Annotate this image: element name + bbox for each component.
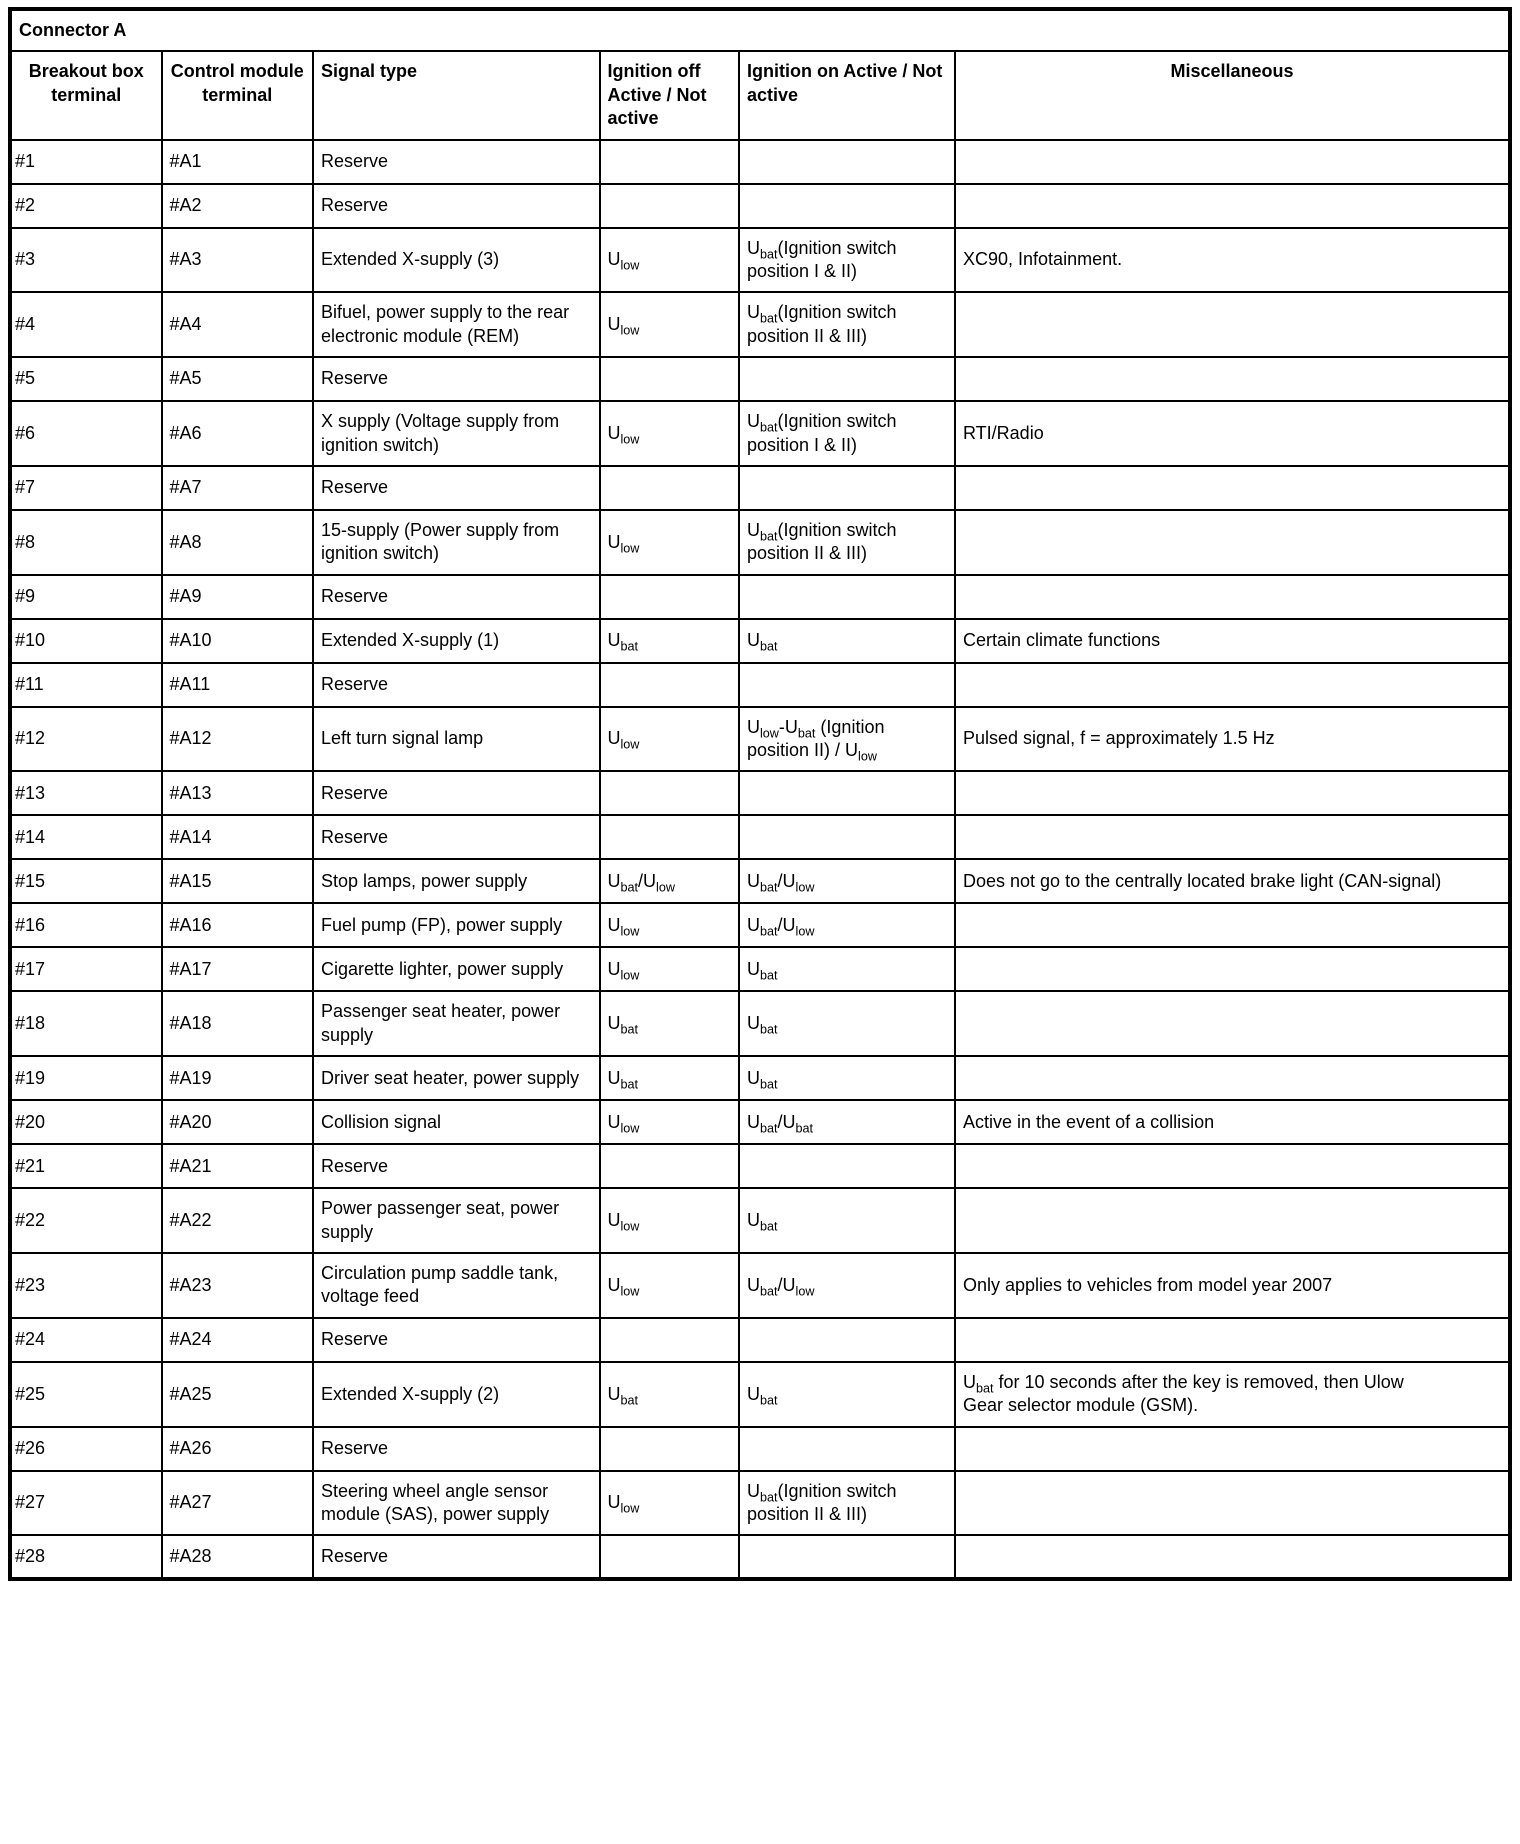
- cell-miscellaneous: [955, 1535, 1510, 1579]
- table-row: [10, 619, 1510, 663]
- cell-ignition-on: [739, 1318, 955, 1362]
- cell-breakout-box-terminal: #25: [10, 1362, 162, 1427]
- cell-signal-type: Extended X-supply (2): [313, 1362, 600, 1427]
- table-row: [10, 903, 1510, 947]
- cell-miscellaneous: [955, 947, 1510, 991]
- cell-signal-type: Extended X-supply (3): [313, 228, 600, 293]
- cell-signal-type: Reserve: [313, 357, 600, 401]
- cell-ignition-off: $U_{bat}$: [600, 619, 740, 663]
- cell-breakout-box-terminal: #16: [10, 903, 162, 947]
- cell-ignition-off: $U_{low}$: [600, 401, 740, 466]
- cell-ignition-on: [739, 1144, 955, 1188]
- cell-ignition-off: [600, 184, 740, 228]
- cell-signal-type: Steering wheel angle sensor module (SAS), power supply: [313, 1471, 600, 1536]
- cell-ignition-on: [739, 184, 955, 228]
- cell-signal-type: 15-supply (Power supply from ignition switch): [313, 510, 600, 575]
- table-row: [10, 663, 1510, 707]
- column-header-miscellaneous: Miscellaneous: [955, 51, 1510, 139]
- cell-ignition-off: [600, 815, 740, 859]
- table-header-row: [10, 51, 1510, 139]
- cell-ignition-off: $U_{low}$: [600, 510, 740, 575]
- cell-control-module-terminal: #A20: [162, 1100, 314, 1144]
- cell-signal-type: Reserve: [313, 184, 600, 228]
- column-header-control-module-terminal: Control module terminal: [162, 51, 314, 139]
- cell-ignition-on: [739, 466, 955, 510]
- table-row: [10, 1144, 1510, 1188]
- table-row: [10, 1253, 1510, 1318]
- cell-miscellaneous: RTI/Radio: [955, 401, 1510, 466]
- cell-ignition-on: $U_{bat}$: [739, 1188, 955, 1253]
- cell-control-module-terminal: #A22: [162, 1188, 314, 1253]
- cell-signal-type: Driver seat heater, power supply: [313, 1056, 600, 1100]
- cell-control-module-terminal: #A15: [162, 859, 314, 903]
- cell-ignition-off: $U_{low}$: [600, 903, 740, 947]
- cell-miscellaneous: XC90, Infotainment.: [955, 228, 1510, 293]
- cell-miscellaneous: [955, 292, 1510, 357]
- cell-control-module-terminal: #A8: [162, 510, 314, 575]
- cell-ignition-off: $U_{bat}$: [600, 1056, 740, 1100]
- cell-ignition-off: $U_{low}$: [600, 947, 740, 991]
- table-row: [10, 1318, 1510, 1362]
- cell-ignition-on: $U_{bat}/U_{low}$: [739, 859, 955, 903]
- table-title: Connector A: [10, 9, 1510, 51]
- cell-ignition-on: [739, 357, 955, 401]
- cell-ignition-off: $U_{low}$: [600, 1188, 740, 1253]
- cell-ignition-on: $U_{bat}$: [739, 1362, 955, 1427]
- cell-control-module-terminal: #A28: [162, 1535, 314, 1579]
- cell-breakout-box-terminal: #20: [10, 1100, 162, 1144]
- column-header-ignition-off: Ignition off Active / Not active: [600, 51, 740, 139]
- cell-ignition-on: $U_{bat}(Ignition$ switch position II & III): [739, 1471, 955, 1536]
- table-row: [10, 292, 1510, 357]
- cell-signal-type: Stop lamps, power supply: [313, 859, 600, 903]
- cell-breakout-box-terminal: #26: [10, 1427, 162, 1471]
- cell-control-module-terminal: #A11: [162, 663, 314, 707]
- cell-control-module-terminal: #A5: [162, 357, 314, 401]
- cell-ignition-off: $U_{bat}$: [600, 991, 740, 1056]
- cell-ignition-on: [739, 771, 955, 815]
- cell-ignition-off: [600, 663, 740, 707]
- cell-ignition-on: $U_{bat}$: [739, 619, 955, 663]
- cell-breakout-box-terminal: #12: [10, 707, 162, 772]
- cell-breakout-box-terminal: #22: [10, 1188, 162, 1253]
- cell-ignition-on: $U_{bat}/U_{low}$: [739, 903, 955, 947]
- cell-signal-type: Power passenger seat, power supply: [313, 1188, 600, 1253]
- cell-ignition-on: $U_{bat}(Ignition$ switch position II & III): [739, 292, 955, 357]
- cell-miscellaneous: [955, 184, 1510, 228]
- column-header-signal-type: Signal type: [313, 51, 600, 139]
- cell-control-module-terminal: #A14: [162, 815, 314, 859]
- cell-ignition-on: $U_{bat}(Ignition$ switch position I & II): [739, 401, 955, 466]
- cell-breakout-box-terminal: #19: [10, 1056, 162, 1100]
- cell-miscellaneous: [955, 1188, 1510, 1253]
- cell-miscellaneous: Pulsed signal, f = approximately 1.5 Hz: [955, 707, 1510, 772]
- cell-control-module-terminal: #A4: [162, 292, 314, 357]
- table-row: [10, 228, 1510, 293]
- cell-signal-type: Reserve: [313, 140, 600, 184]
- cell-miscellaneous: [955, 663, 1510, 707]
- cell-ignition-off: [600, 140, 740, 184]
- table-row: [10, 510, 1510, 575]
- cell-breakout-box-terminal: #8: [10, 510, 162, 575]
- cell-ignition-on: $U_{low}-U_{bat}$ (Ignition position $II) / U_{low}$: [739, 707, 955, 772]
- cell-signal-type: Passenger seat heater, power supply: [313, 991, 600, 1056]
- cell-miscellaneous: [955, 991, 1510, 1056]
- cell-signal-type: Reserve: [313, 663, 600, 707]
- cell-control-module-terminal: #A13: [162, 771, 314, 815]
- table-row: [10, 815, 1510, 859]
- cell-ignition-off: [600, 1144, 740, 1188]
- cell-control-module-terminal: #A27: [162, 1471, 314, 1536]
- cell-ignition-on: [739, 1535, 955, 1579]
- cell-ignition-off: $U_{bat}/U_{low}$: [600, 859, 740, 903]
- cell-miscellaneous: [955, 140, 1510, 184]
- cell-control-module-terminal: #A18: [162, 991, 314, 1056]
- cell-miscellaneous: $U_{bat}$ for 10 seconds after the key is removed, then Ulow Gear selector module (GSM).: [955, 1362, 1510, 1427]
- cell-control-module-terminal: #A19: [162, 1056, 314, 1100]
- cell-ignition-on: [739, 140, 955, 184]
- cell-breakout-box-terminal: #4: [10, 292, 162, 357]
- table-title-row: [10, 9, 1510, 51]
- cell-ignition-off: $U_{bat}$: [600, 1362, 740, 1427]
- cell-control-module-terminal: #A12: [162, 707, 314, 772]
- cell-breakout-box-terminal: #5: [10, 357, 162, 401]
- table-row: [10, 1427, 1510, 1471]
- cell-signal-type: Reserve: [313, 1535, 600, 1579]
- cell-ignition-on: $U_{bat}/U_{bat}$: [739, 1100, 955, 1144]
- cell-signal-type: Cigarette lighter, power supply: [313, 947, 600, 991]
- cell-control-module-terminal: #A23: [162, 1253, 314, 1318]
- cell-miscellaneous: [955, 771, 1510, 815]
- cell-ignition-off: $U_{low}$: [600, 1100, 740, 1144]
- cell-control-module-terminal: #A1: [162, 140, 314, 184]
- table-row: [10, 1056, 1510, 1100]
- cell-ignition-off: [600, 1535, 740, 1579]
- cell-miscellaneous: Certain climate functions: [955, 619, 1510, 663]
- cell-breakout-box-terminal: #6: [10, 401, 162, 466]
- cell-breakout-box-terminal: #1: [10, 140, 162, 184]
- cell-ignition-on: $U_{bat}(Ignition$ switch position I & II): [739, 228, 955, 293]
- cell-ignition-on: $U_{bat}$: [739, 991, 955, 1056]
- cell-breakout-box-terminal: #3: [10, 228, 162, 293]
- cell-breakout-box-terminal: #13: [10, 771, 162, 815]
- cell-signal-type: X supply (Voltage supply from ignition switch): [313, 401, 600, 466]
- cell-ignition-off: [600, 357, 740, 401]
- table-row: [10, 991, 1510, 1056]
- cell-breakout-box-terminal: #10: [10, 619, 162, 663]
- cell-signal-type: Reserve: [313, 815, 600, 859]
- table-row: [10, 1471, 1510, 1536]
- cell-miscellaneous: Active in the event of a collision: [955, 1100, 1510, 1144]
- cell-miscellaneous: [955, 1471, 1510, 1536]
- cell-ignition-on: [739, 1427, 955, 1471]
- cell-miscellaneous: [955, 1056, 1510, 1100]
- cell-control-module-terminal: #A17: [162, 947, 314, 991]
- cell-ignition-on: [739, 815, 955, 859]
- table-row: [10, 401, 1510, 466]
- cell-ignition-on: $U_{bat}/U_{low}$: [739, 1253, 955, 1318]
- cell-breakout-box-terminal: #23: [10, 1253, 162, 1318]
- table-row: [10, 1362, 1510, 1427]
- connector-a-table: [8, 7, 1512, 1581]
- cell-control-module-terminal: #A7: [162, 466, 314, 510]
- cell-signal-type: Reserve: [313, 466, 600, 510]
- cell-miscellaneous: [955, 357, 1510, 401]
- table-row: [10, 1188, 1510, 1253]
- table-row: [10, 140, 1510, 184]
- cell-miscellaneous: [955, 903, 1510, 947]
- cell-breakout-box-terminal: #15: [10, 859, 162, 903]
- cell-control-module-terminal: #A6: [162, 401, 314, 466]
- cell-control-module-terminal: #A10: [162, 619, 314, 663]
- table-body: [10, 140, 1510, 1580]
- cell-breakout-box-terminal: #27: [10, 1471, 162, 1536]
- cell-signal-type: Circulation pump saddle tank, voltage feed: [313, 1253, 600, 1318]
- table-row: [10, 466, 1510, 510]
- cell-miscellaneous: [955, 1427, 1510, 1471]
- cell-miscellaneous: [955, 1144, 1510, 1188]
- cell-control-module-terminal: #A9: [162, 575, 314, 619]
- cell-breakout-box-terminal: #18: [10, 991, 162, 1056]
- cell-miscellaneous: [955, 466, 1510, 510]
- cell-ignition-off: [600, 1318, 740, 1362]
- cell-control-module-terminal: #A24: [162, 1318, 314, 1362]
- cell-signal-type: Left turn signal lamp: [313, 707, 600, 772]
- cell-ignition-on: $U_{bat}$: [739, 1056, 955, 1100]
- cell-control-module-terminal: #A2: [162, 184, 314, 228]
- cell-control-module-terminal: #A25: [162, 1362, 314, 1427]
- cell-signal-type: Extended X-supply (1): [313, 619, 600, 663]
- cell-miscellaneous: [955, 510, 1510, 575]
- cell-breakout-box-terminal: #21: [10, 1144, 162, 1188]
- cell-ignition-on: [739, 663, 955, 707]
- table-row: [10, 575, 1510, 619]
- cell-breakout-box-terminal: #28: [10, 1535, 162, 1579]
- cell-miscellaneous: [955, 815, 1510, 859]
- cell-breakout-box-terminal: #2: [10, 184, 162, 228]
- cell-ignition-on: $U_{bat}$: [739, 947, 955, 991]
- cell-control-module-terminal: #A26: [162, 1427, 314, 1471]
- cell-ignition-on: [739, 575, 955, 619]
- cell-miscellaneous: Only applies to vehicles from model year 2007: [955, 1253, 1510, 1318]
- cell-ignition-off: [600, 575, 740, 619]
- cell-breakout-box-terminal: #24: [10, 1318, 162, 1362]
- table-row: [10, 357, 1510, 401]
- cell-miscellaneous: [955, 575, 1510, 619]
- cell-ignition-on: $U_{bat}(Ignition$ switch position II & III): [739, 510, 955, 575]
- cell-ignition-off: $U_{low}$: [600, 1471, 740, 1536]
- column-header-breakout-box-terminal: Breakout box terminal: [10, 51, 162, 139]
- cell-control-module-terminal: #A16: [162, 903, 314, 947]
- cell-breakout-box-terminal: #14: [10, 815, 162, 859]
- cell-ignition-off: [600, 1427, 740, 1471]
- cell-signal-type: Reserve: [313, 575, 600, 619]
- cell-ignition-off: [600, 466, 740, 510]
- cell-signal-type: Bifuel, power supply to the rear electronic module (REM): [313, 292, 600, 357]
- cell-ignition-off: [600, 771, 740, 815]
- cell-control-module-terminal: #A3: [162, 228, 314, 293]
- cell-signal-type: Reserve: [313, 1318, 600, 1362]
- table-row: [10, 184, 1510, 228]
- cell-signal-type: Reserve: [313, 771, 600, 815]
- cell-ignition-off: $U_{low}$: [600, 707, 740, 772]
- cell-ignition-off: $U_{low}$: [600, 292, 740, 357]
- table-row: [10, 707, 1510, 772]
- cell-miscellaneous: [955, 1318, 1510, 1362]
- cell-breakout-box-terminal: #9: [10, 575, 162, 619]
- cell-breakout-box-terminal: #17: [10, 947, 162, 991]
- cell-ignition-off: $U_{low}$: [600, 228, 740, 293]
- cell-signal-type: Reserve: [313, 1427, 600, 1471]
- column-header-ignition-on: Ignition on Active / Not active: [739, 51, 955, 139]
- cell-breakout-box-terminal: #7: [10, 466, 162, 510]
- table-row: [10, 771, 1510, 815]
- cell-ignition-off: $U_{low}$: [600, 1253, 740, 1318]
- cell-signal-type: Reserve: [313, 1144, 600, 1188]
- table-row: [10, 1100, 1510, 1144]
- cell-control-module-terminal: #A21: [162, 1144, 314, 1188]
- table-row: [10, 947, 1510, 991]
- cell-breakout-box-terminal: #11: [10, 663, 162, 707]
- cell-signal-type: Collision signal: [313, 1100, 600, 1144]
- cell-miscellaneous: Does not go to the centrally located brake light (CAN-signal): [955, 859, 1510, 903]
- cell-signal-type: Fuel pump (FP), power supply: [313, 903, 600, 947]
- table-row: [10, 859, 1510, 903]
- table-row: [10, 1535, 1510, 1579]
